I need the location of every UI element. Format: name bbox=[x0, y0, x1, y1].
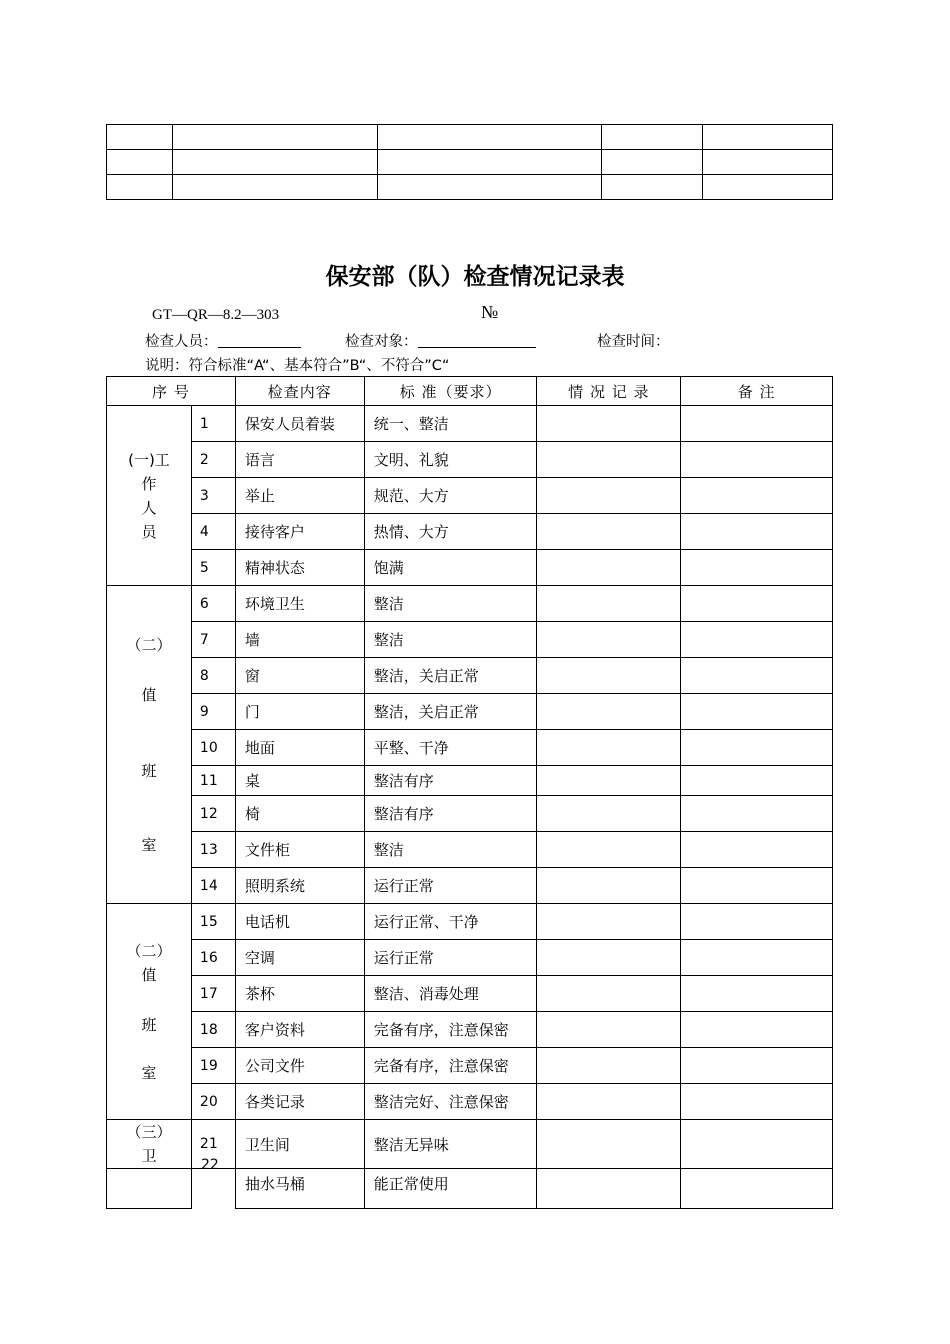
blank-cell[interactable] bbox=[703, 125, 833, 150]
blank-cell[interactable] bbox=[703, 150, 833, 175]
remark-cell[interactable] bbox=[681, 586, 833, 622]
row-item: 客户资料 bbox=[235, 1012, 364, 1048]
row-item: 精神状态 bbox=[235, 550, 364, 586]
group-line: 班 bbox=[141, 1015, 157, 1034]
record-cell[interactable] bbox=[537, 904, 681, 940]
remark-cell[interactable] bbox=[681, 904, 833, 940]
group-line: 值 bbox=[141, 685, 157, 704]
remark-cell[interactable] bbox=[681, 976, 833, 1012]
row-standard: 能正常使用 bbox=[364, 1169, 537, 1209]
row-number: 21 bbox=[191, 1120, 235, 1169]
row-item: 语言 bbox=[235, 442, 364, 478]
row-number: 8 bbox=[191, 658, 235, 694]
table-row bbox=[107, 125, 833, 150]
row-standard: 完备有序，注意保密 bbox=[364, 1012, 537, 1048]
row-number: 10 bbox=[191, 730, 235, 766]
row-item: 各类记录 bbox=[235, 1084, 364, 1120]
row-item: 举止 bbox=[235, 478, 364, 514]
table-row bbox=[107, 868, 833, 904]
remark-cell[interactable] bbox=[681, 622, 833, 658]
remark-cell[interactable] bbox=[681, 514, 833, 550]
time-field bbox=[597, 330, 670, 351]
table-row bbox=[107, 514, 833, 550]
remark-cell[interactable] bbox=[681, 940, 833, 976]
remark-cell[interactable] bbox=[681, 658, 833, 694]
blank-gap bbox=[191, 1169, 235, 1209]
row-standard: 平整、干净 bbox=[364, 730, 537, 766]
group-cell-restroom bbox=[107, 1120, 192, 1169]
record-cell[interactable] bbox=[537, 1084, 681, 1120]
row-item: 椅 bbox=[235, 796, 364, 832]
header-record: 情 况 记 录 bbox=[537, 377, 681, 406]
record-cell[interactable] bbox=[537, 622, 681, 658]
row-standard: 运行正常 bbox=[364, 940, 537, 976]
row-standard: 文明、礼貌 bbox=[364, 442, 537, 478]
table-row bbox=[107, 1012, 833, 1048]
row-standard: 整洁，关启正常 bbox=[364, 694, 537, 730]
table-row bbox=[107, 150, 833, 175]
record-cell[interactable] bbox=[537, 694, 681, 730]
row-item: 卫生间 bbox=[235, 1120, 364, 1169]
row-number: 15 bbox=[191, 904, 235, 940]
row-standard: 热情、大方 bbox=[364, 514, 537, 550]
table-row bbox=[107, 694, 833, 730]
row-item: 保安人员着装 bbox=[235, 406, 364, 442]
row-number: 9 bbox=[191, 694, 235, 730]
table-row bbox=[107, 904, 833, 940]
row-number: 16 bbox=[191, 940, 235, 976]
group-line: 员 bbox=[141, 522, 157, 541]
row-standard: 运行正常 bbox=[364, 868, 537, 904]
header-remark: 备 注 bbox=[681, 377, 833, 406]
record-cell[interactable] bbox=[537, 730, 681, 766]
row-standard: 饱满 bbox=[364, 550, 537, 586]
remark-cell[interactable] bbox=[681, 406, 833, 442]
remark-cell[interactable] bbox=[681, 478, 833, 514]
blank-cell[interactable] bbox=[377, 125, 602, 150]
row-number: 22 bbox=[201, 1157, 219, 1173]
row-standard: 规范、大方 bbox=[364, 478, 537, 514]
row-number: 6 bbox=[191, 586, 235, 622]
group-line: （二） bbox=[126, 941, 172, 960]
group-cell-staff bbox=[107, 406, 192, 586]
row-number: 20 bbox=[191, 1084, 235, 1120]
group-line: 值 bbox=[141, 965, 157, 984]
row-standard: 整洁 bbox=[364, 586, 537, 622]
inspection-table bbox=[106, 376, 833, 1209]
group-cell-duty-room-2 bbox=[107, 904, 192, 1120]
group-line: (一)工 bbox=[128, 450, 170, 469]
record-cell[interactable] bbox=[537, 406, 681, 442]
table-row bbox=[107, 766, 833, 796]
grading-note: 说明：符合标准“A“、基本符合”B“、不符合”C“ bbox=[145, 358, 450, 374]
row-item: 照明系统 bbox=[235, 868, 364, 904]
group-cell-duty-room bbox=[107, 586, 192, 904]
target-blank[interactable] bbox=[418, 333, 536, 348]
table-row bbox=[107, 550, 833, 586]
row-standard: 整洁 bbox=[364, 832, 537, 868]
record-cell[interactable] bbox=[537, 514, 681, 550]
row-number: 19 bbox=[191, 1048, 235, 1084]
remark-cell[interactable] bbox=[681, 832, 833, 868]
record-cell[interactable] bbox=[537, 658, 681, 694]
table-row bbox=[107, 796, 833, 832]
target-label: 检查对象： bbox=[345, 334, 418, 350]
remark-cell[interactable] bbox=[681, 730, 833, 766]
group-line: 作 bbox=[141, 474, 157, 493]
remark-cell[interactable] bbox=[681, 550, 833, 586]
remark-cell[interactable] bbox=[681, 442, 833, 478]
blank-cell[interactable] bbox=[602, 175, 703, 200]
record-cell[interactable] bbox=[537, 550, 681, 586]
row-number: 4 bbox=[191, 514, 235, 550]
table-row bbox=[107, 175, 833, 200]
table-row bbox=[107, 1084, 833, 1120]
row-item: 空调 bbox=[235, 940, 364, 976]
row-standard: 整洁有序 bbox=[364, 796, 537, 832]
table-row bbox=[107, 1048, 833, 1084]
group-line: 室 bbox=[141, 1063, 157, 1082]
blank-cell[interactable] bbox=[172, 175, 377, 200]
row-item: 文件柜 bbox=[235, 832, 364, 868]
row-item: 桌 bbox=[235, 766, 364, 796]
table-row bbox=[107, 1169, 833, 1209]
row-standard: 整洁 bbox=[364, 622, 537, 658]
blank-cell[interactable] bbox=[107, 150, 173, 175]
record-cell[interactable] bbox=[537, 1120, 681, 1169]
row-number: 18 bbox=[191, 1012, 235, 1048]
row-item: 墙 bbox=[235, 622, 364, 658]
header-row bbox=[107, 377, 833, 406]
row-standard: 整洁无异味 bbox=[364, 1120, 537, 1169]
blank-cell[interactable] bbox=[107, 125, 173, 150]
row-item: 地面 bbox=[235, 730, 364, 766]
inspector-label: 检查人员： bbox=[145, 334, 218, 350]
row-number: 14 bbox=[191, 868, 235, 904]
record-cell[interactable] bbox=[537, 868, 681, 904]
row-standard: 整洁有序 bbox=[364, 766, 537, 796]
table-row bbox=[107, 940, 833, 976]
row-item: 公司文件 bbox=[235, 1048, 364, 1084]
group-line: 室 bbox=[141, 835, 157, 854]
row-number: 11 bbox=[191, 766, 235, 796]
blank-cell[interactable] bbox=[377, 150, 602, 175]
row-standard: 完备有序，注意保密 bbox=[364, 1048, 537, 1084]
row-item: 环境卫生 bbox=[235, 586, 364, 622]
row-number: 17 bbox=[191, 976, 235, 1012]
table-row bbox=[107, 832, 833, 868]
row-standard: 整洁、消毒处理 bbox=[364, 976, 537, 1012]
time-label: 检查时间： bbox=[597, 334, 670, 350]
row-number: 5 bbox=[191, 550, 235, 586]
header-seq: 序 号 bbox=[107, 377, 236, 406]
row-standard: 运行正常、干净 bbox=[364, 904, 537, 940]
remark-cell[interactable] bbox=[681, 1012, 833, 1048]
inspector-blank[interactable] bbox=[218, 333, 301, 348]
row-number: 1 bbox=[191, 406, 235, 442]
row-standard: 整洁完好、注意保密 bbox=[364, 1084, 537, 1120]
row-item: 门 bbox=[235, 694, 364, 730]
row-item: 抽水马桶 bbox=[235, 1169, 364, 1209]
row-number: 12 bbox=[191, 796, 235, 832]
row-number: 13 bbox=[191, 832, 235, 868]
target-field bbox=[345, 330, 536, 351]
table-row bbox=[107, 586, 833, 622]
group-line: （三） bbox=[126, 1123, 172, 1141]
record-cell[interactable] bbox=[537, 478, 681, 514]
record-cell[interactable] bbox=[537, 1169, 681, 1209]
table-row bbox=[107, 976, 833, 1012]
header-content: 检查内容 bbox=[235, 377, 364, 406]
remark-cell[interactable] bbox=[681, 1169, 833, 1209]
row-standard: 整洁，关启正常 bbox=[364, 658, 537, 694]
record-cell[interactable] bbox=[537, 796, 681, 832]
document-code: GT—QR—8.2—303 bbox=[152, 307, 280, 323]
record-cell[interactable] bbox=[537, 1012, 681, 1048]
remark-cell[interactable] bbox=[681, 694, 833, 730]
blank-cell[interactable] bbox=[602, 125, 703, 150]
row-item: 窗 bbox=[235, 658, 364, 694]
row-number: 2 bbox=[191, 442, 235, 478]
record-cell[interactable] bbox=[537, 832, 681, 868]
record-cell[interactable] bbox=[537, 586, 681, 622]
group-line: 人 bbox=[141, 498, 157, 517]
blank-cell[interactable] bbox=[172, 150, 377, 175]
remark-cell[interactable] bbox=[681, 1084, 833, 1120]
remark-cell[interactable] bbox=[681, 1048, 833, 1084]
record-cell[interactable] bbox=[537, 940, 681, 976]
blank-cell[interactable] bbox=[377, 175, 602, 200]
group-line: 班 bbox=[141, 761, 157, 780]
row-standard: 统一、整洁 bbox=[364, 406, 537, 442]
row-number: 7 bbox=[191, 622, 235, 658]
page-title: 保安部（队）检查情况记录表 bbox=[325, 263, 625, 290]
blank-cell[interactable] bbox=[107, 175, 173, 200]
group-cell-restroom-cont bbox=[107, 1169, 192, 1209]
row-item: 茶杯 bbox=[235, 976, 364, 1012]
table-row bbox=[107, 622, 833, 658]
remark-cell[interactable] bbox=[681, 796, 833, 832]
record-cell[interactable] bbox=[537, 976, 681, 1012]
record-cell[interactable] bbox=[537, 442, 681, 478]
group-line: （二） bbox=[126, 635, 172, 654]
row-item: 接待客户 bbox=[235, 514, 364, 550]
table-row bbox=[107, 730, 833, 766]
remark-cell[interactable] bbox=[681, 1120, 833, 1169]
row-item: 电话机 bbox=[235, 904, 364, 940]
table-row bbox=[107, 442, 833, 478]
number-label: № bbox=[481, 302, 499, 322]
inspector-field bbox=[145, 330, 301, 351]
blank-cell[interactable] bbox=[602, 150, 703, 175]
row-number: 3 bbox=[191, 478, 235, 514]
record-cell[interactable] bbox=[537, 1048, 681, 1084]
group-line: 卫 bbox=[141, 1147, 157, 1165]
remark-cell[interactable] bbox=[681, 766, 833, 796]
table-row bbox=[107, 406, 833, 442]
previous-page-table bbox=[106, 124, 833, 200]
header-standard: 标 准（要求） bbox=[364, 377, 537, 406]
blank-cell[interactable] bbox=[703, 175, 833, 200]
record-cell[interactable] bbox=[537, 766, 681, 796]
table-row bbox=[107, 658, 833, 694]
table-row bbox=[107, 478, 833, 514]
remark-cell[interactable] bbox=[681, 868, 833, 904]
blank-cell[interactable] bbox=[172, 125, 377, 150]
